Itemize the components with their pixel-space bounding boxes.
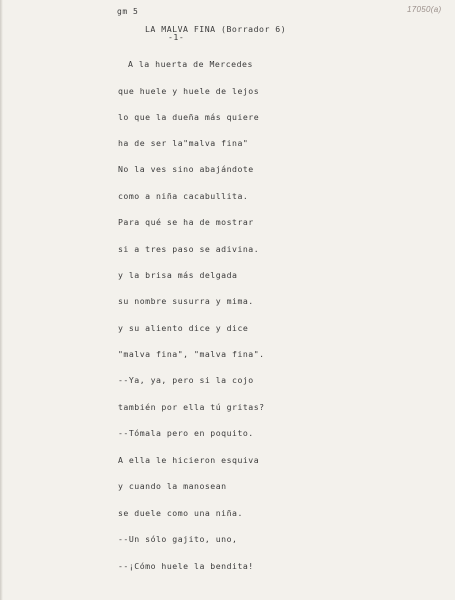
page-edge-shadow bbox=[0, 0, 3, 600]
poem-line: A la huerta de Mercedes bbox=[128, 59, 253, 69]
poem-line: también por ella tú gritas? bbox=[118, 402, 265, 412]
poem-line: --Un sólo gajito, uno, bbox=[118, 534, 238, 544]
poem-line: No la ves sino abajándote bbox=[118, 164, 254, 174]
poem-line: se duele como una niña. bbox=[118, 508, 243, 518]
poem-line: lo que la dueña más quiere bbox=[118, 112, 260, 122]
archive-code-annotation: 17050(a) bbox=[407, 5, 442, 14]
poem-line: su nombre susurra y mima. bbox=[118, 296, 254, 306]
poem-line: A ella le hicieron esquiva bbox=[118, 455, 260, 465]
poem-line: que huele y huele de lejos bbox=[118, 86, 260, 96]
document-code: gm 5 bbox=[117, 7, 139, 16]
poem-line: --Ya, ya, pero si la cojo bbox=[118, 375, 254, 385]
poem-line: y la brisa más delgada bbox=[118, 270, 238, 280]
poem-line: si a tres paso se adivina. bbox=[118, 244, 260, 254]
poem-line: como a niña cacabullita. bbox=[118, 191, 249, 201]
poem-line: Para qué se ha de mostrar bbox=[118, 217, 254, 227]
poem-line: ha de ser la"malva fina" bbox=[118, 138, 249, 148]
poem-title: LA MALVA FINA (Borrador 6) bbox=[145, 24, 287, 34]
poem-line: --¡Cómo huele la bendita! bbox=[118, 561, 254, 571]
poem-line: y cuando la manosean bbox=[118, 481, 227, 491]
poem-line: y su aliento dice y dice bbox=[118, 323, 249, 333]
poem-line: --Tómala pero en poquito. bbox=[118, 428, 254, 438]
page-number: -1- bbox=[168, 32, 185, 42]
poem-line: "malva fina", "malva fina". bbox=[118, 349, 265, 359]
